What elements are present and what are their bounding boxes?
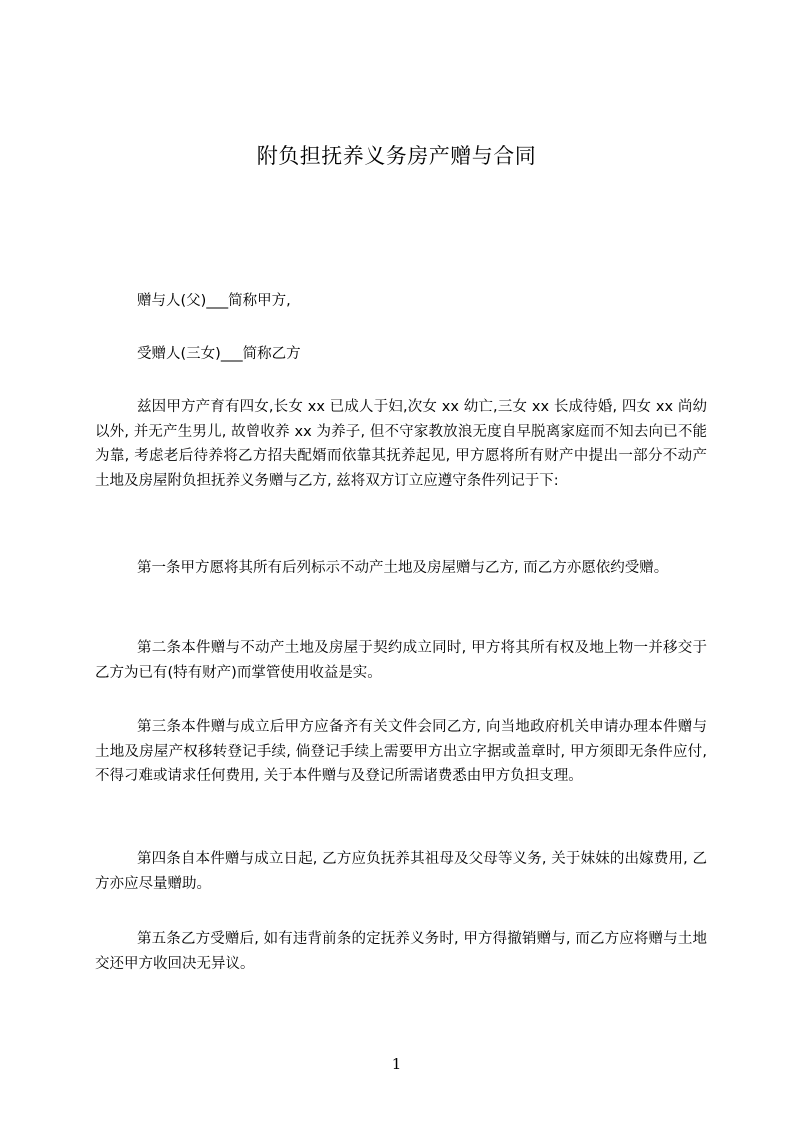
article-2-paragraph: 第二条本件赠与不动产土地及房屋于契约成立同时, 甲方将其所有权及地上物一并移交于乙方为已有(特有财产)而掌管使用收益是实。	[95, 640, 707, 681]
donee-line: 受赠人(三女)___简称乙方	[137, 346, 301, 362]
document-title: 附负担抚养义务房产赠与合同	[256, 144, 537, 168]
article-3-paragraph: 第三条本件赠与成立后甲方应备齐有关文件会同乙方, 向当地政府机关申请办理本件赠与土地及房屋产权移转登记手续, 倘登记手续上需要甲方出立字据或盖章时, 甲方须即无条件应付, 不得刁难或请求任何费用, 关于本件赠与及登记所需诸费悉由甲方负担支理。	[95, 719, 707, 784]
page-number: 1	[391, 1055, 402, 1073]
donor-line: 赠与人(父)___简称甲方,	[137, 293, 291, 309]
preamble-paragraph: 兹因甲方产育有四女,长女 xx 已成人于妇,次女 xx 幼亡,三女 xx 长成待婚, 四女 xx 尚幼以外, 并无产生男儿, 故曾收养 xx 为养子, 但不守家教放浪无度自早脱离家庭而不知去向已不能为靠, 考虑老后待养将乙方招夫配婿而依靠其抚养起见, 甲方愿将所有财产中提出一部分不动产土地及房屋附负担抚养义务赠与乙方, 兹将双方订立应遵守条件列记于下:	[95, 399, 707, 489]
article-5-paragraph: 第五条乙方受赠后, 如有违背前条的定抚养义务时, 甲方得撤销赠与, 而乙方应将赠与土地交还甲方收回决无异议。	[95, 931, 707, 972]
article-4-paragraph: 第四条自本件赠与成立日起, 乙方应负抚养其祖母及父母等义务, 关于妹妹的出嫁费用, 乙方亦应尽量赠助。	[95, 851, 707, 892]
article-1-paragraph: 第一条甲方愿将其所有后列标示不动产土地及房屋赠与乙方, 而乙方亦愿依约受赠。	[137, 560, 669, 576]
